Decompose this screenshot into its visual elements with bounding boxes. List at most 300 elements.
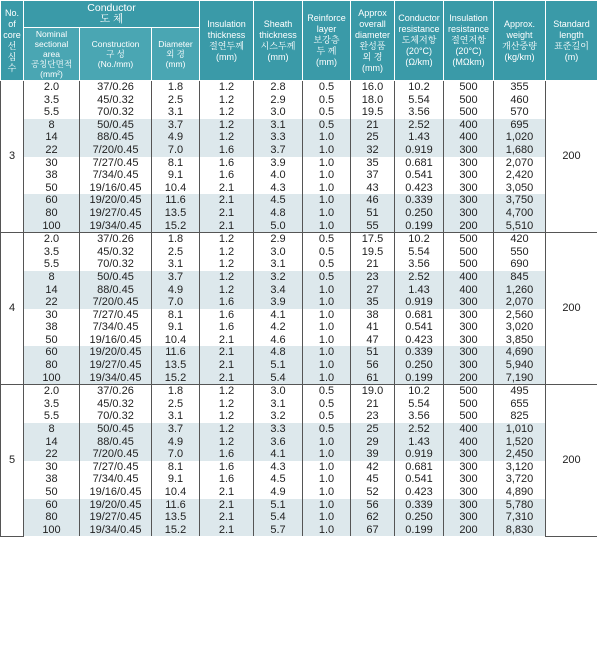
cell-insulation-resistance: 300 bbox=[444, 346, 494, 359]
cell-conductor-resistance: 10.2 bbox=[395, 385, 444, 398]
cell-sheath: 4.8 bbox=[254, 207, 303, 220]
cell-construction: 70/0.32 bbox=[80, 258, 152, 271]
table-row bbox=[1, 94, 597, 107]
cell-insulation: 1.2 bbox=[200, 131, 254, 144]
cell-nominal-area: 8 bbox=[24, 119, 80, 132]
cell-conductor-resistance: 5.54 bbox=[395, 94, 444, 107]
cell-overall-diameter: 62 bbox=[351, 511, 395, 524]
cell-overall-diameter: 67 bbox=[351, 524, 395, 537]
header-diameter bbox=[152, 28, 200, 81]
cell-sheath: 3.1 bbox=[254, 258, 303, 271]
cell-conductor-resistance: 3.56 bbox=[395, 106, 444, 119]
cell-nominal-area: 5.5 bbox=[24, 410, 80, 423]
standard-length-cell: 200 bbox=[546, 385, 597, 537]
cell-weight: 460 bbox=[494, 94, 546, 107]
cell-weight: 655 bbox=[494, 398, 546, 411]
cell-overall-diameter: 56 bbox=[351, 359, 395, 372]
cell-insulation-resistance: 500 bbox=[444, 410, 494, 423]
cell-construction: 70/0.32 bbox=[80, 106, 152, 119]
cell-weight: 1,010 bbox=[494, 423, 546, 436]
core-count-cell: 3 bbox=[1, 81, 24, 233]
cell-weight: 2,420 bbox=[494, 169, 546, 182]
cell-diameter: 4.9 bbox=[152, 131, 200, 144]
cell-conductor-resistance: 0.339 bbox=[395, 194, 444, 207]
cell-weight: 3,850 bbox=[494, 334, 546, 347]
cell-nominal-area: 5.5 bbox=[24, 106, 80, 119]
cell-sheath: 3.9 bbox=[254, 296, 303, 309]
cell-nominal-area: 80 bbox=[24, 359, 80, 372]
cell-sheath: 4.1 bbox=[254, 448, 303, 461]
cell-weight: 570 bbox=[494, 106, 546, 119]
cell-insulation-resistance: 200 bbox=[444, 372, 494, 385]
cell-overall-diameter: 21 bbox=[351, 398, 395, 411]
cell-insulation-resistance: 300 bbox=[444, 194, 494, 207]
cell-construction: 50/0.45 bbox=[80, 423, 152, 436]
cell-weight: 550 bbox=[494, 246, 546, 259]
table-row bbox=[1, 448, 597, 461]
cell-construction: 45/0.32 bbox=[80, 398, 152, 411]
cell-insulation: 2.1 bbox=[200, 220, 254, 233]
cell-weight: 3,120 bbox=[494, 461, 546, 474]
header-approx-weight bbox=[494, 1, 546, 81]
cell-insulation-resistance: 300 bbox=[444, 334, 494, 347]
standard-length-cell: 200 bbox=[546, 233, 597, 385]
cell-overall-diameter: 18.0 bbox=[351, 94, 395, 107]
cell-diameter: 2.5 bbox=[152, 246, 200, 259]
header-line: Insulation bbox=[207, 18, 246, 29]
cell-construction: 50/0.45 bbox=[80, 119, 152, 132]
cell-conductor-resistance: 0.250 bbox=[395, 207, 444, 220]
cell-nominal-area: 3.5 bbox=[24, 94, 80, 107]
cell-diameter: 15.2 bbox=[152, 524, 200, 537]
cell-conductor-resistance: 1.43 bbox=[395, 131, 444, 144]
cell-nominal-area: 100 bbox=[24, 372, 80, 385]
cell-insulation-resistance: 400 bbox=[444, 423, 494, 436]
cell-diameter: 11.6 bbox=[152, 499, 200, 512]
header-line: (No./mm) bbox=[97, 59, 134, 69]
cell-insulation-resistance: 300 bbox=[444, 448, 494, 461]
cell-sheath: 5.7 bbox=[254, 524, 303, 537]
cell-overall-diameter: 19.0 bbox=[351, 385, 395, 398]
table-row bbox=[1, 220, 597, 233]
core-count-cell: 5 bbox=[1, 385, 24, 537]
cell-diameter: 2.5 bbox=[152, 94, 200, 107]
cell-sheath: 3.3 bbox=[254, 423, 303, 436]
cell-diameter: 7.0 bbox=[152, 448, 200, 461]
cell-reinforce: 1.0 bbox=[303, 131, 351, 144]
header-line: (20°C) bbox=[405, 46, 433, 56]
header-line: Diameter bbox=[158, 39, 193, 49]
cell-weight: 2,070 bbox=[494, 296, 546, 309]
cell-reinforce: 1.0 bbox=[303, 473, 351, 486]
header-line: 절연저항 bbox=[451, 35, 486, 45]
cell-diameter: 8.1 bbox=[152, 461, 200, 474]
cell-nominal-area: 50 bbox=[24, 182, 80, 195]
cell-construction: 7/27/0.45 bbox=[80, 157, 152, 170]
table-row bbox=[1, 321, 597, 334]
cell-diameter: 9.1 bbox=[152, 473, 200, 486]
cell-overall-diameter: 23 bbox=[351, 410, 395, 423]
table-row bbox=[1, 372, 597, 385]
cell-nominal-area: 100 bbox=[24, 220, 80, 233]
cell-nominal-area: 3.5 bbox=[24, 398, 80, 411]
cell-overall-diameter: 19.5 bbox=[351, 246, 395, 259]
header-insulation-resistance bbox=[444, 1, 494, 81]
cell-insulation: 2.1 bbox=[200, 359, 254, 372]
table-row bbox=[1, 309, 597, 322]
cell-insulation: 2.1 bbox=[200, 334, 254, 347]
cell-insulation-resistance: 500 bbox=[444, 94, 494, 107]
cell-reinforce: 0.5 bbox=[303, 423, 351, 436]
cell-sheath: 3.0 bbox=[254, 106, 303, 119]
cell-nominal-area: 5.5 bbox=[24, 258, 80, 271]
cell-conductor-resistance: 0.199 bbox=[395, 372, 444, 385]
cell-weight: 1,260 bbox=[494, 284, 546, 297]
cell-construction: 37/0.26 bbox=[80, 385, 152, 398]
table-row bbox=[1, 398, 597, 411]
cell-insulation: 1.2 bbox=[200, 94, 254, 107]
cell-insulation: 1.2 bbox=[200, 246, 254, 259]
cell-insulation: 1.2 bbox=[200, 284, 254, 297]
cell-reinforce: 1.0 bbox=[303, 372, 351, 385]
cell-conductor-resistance: 0.339 bbox=[395, 499, 444, 512]
cell-insulation: 1.6 bbox=[200, 296, 254, 309]
cell-overall-diameter: 19.5 bbox=[351, 106, 395, 119]
cell-weight: 4,890 bbox=[494, 486, 546, 499]
cell-conductor-resistance: 10.2 bbox=[395, 81, 444, 94]
cell-construction: 37/0.26 bbox=[80, 233, 152, 246]
cell-diameter: 9.1 bbox=[152, 169, 200, 182]
cell-reinforce: 0.5 bbox=[303, 385, 351, 398]
cell-conductor-resistance: 0.681 bbox=[395, 309, 444, 322]
cell-insulation-resistance: 300 bbox=[444, 486, 494, 499]
cell-weight: 690 bbox=[494, 258, 546, 271]
cell-overall-diameter: 52 bbox=[351, 486, 395, 499]
cell-insulation: 2.1 bbox=[200, 486, 254, 499]
cell-diameter: 7.0 bbox=[152, 144, 200, 157]
cell-sheath: 3.0 bbox=[254, 385, 303, 398]
header-line: 선 bbox=[7, 40, 17, 51]
cell-reinforce: 0.5 bbox=[303, 106, 351, 119]
header-line: overall bbox=[359, 18, 386, 29]
cell-weight: 3,050 bbox=[494, 182, 546, 195]
cell-diameter: 10.4 bbox=[152, 182, 200, 195]
cell-overall-diameter: 17.5 bbox=[351, 233, 395, 246]
cell-nominal-area: 38 bbox=[24, 473, 80, 486]
cell-overall-diameter: 47 bbox=[351, 334, 395, 347]
cell-insulation: 1.6 bbox=[200, 144, 254, 157]
cell-conductor-resistance: 0.423 bbox=[395, 182, 444, 195]
cell-insulation-resistance: 500 bbox=[444, 258, 494, 271]
header-line: weight bbox=[506, 29, 533, 40]
cell-construction: 45/0.32 bbox=[80, 246, 152, 259]
cell-diameter: 7.0 bbox=[152, 296, 200, 309]
header-line: 보강층 bbox=[313, 35, 340, 45]
header-line: 시스두께 bbox=[260, 40, 296, 51]
table-row bbox=[1, 258, 597, 271]
cell-nominal-area: 100 bbox=[24, 524, 80, 537]
table-row bbox=[1, 499, 597, 512]
cell-diameter: 3.7 bbox=[152, 271, 200, 284]
cell-insulation: 1.2 bbox=[200, 233, 254, 246]
table-row bbox=[1, 271, 597, 284]
header-construction bbox=[80, 28, 152, 81]
cell-insulation: 2.1 bbox=[200, 372, 254, 385]
table-row bbox=[1, 486, 597, 499]
cell-construction: 37/0.26 bbox=[80, 81, 152, 94]
cell-diameter: 13.5 bbox=[152, 511, 200, 524]
cell-conductor-resistance: 0.681 bbox=[395, 157, 444, 170]
cell-insulation-resistance: 300 bbox=[444, 359, 494, 372]
cell-sheath: 3.1 bbox=[254, 398, 303, 411]
cell-conductor-resistance: 0.541 bbox=[395, 169, 444, 182]
cell-sheath: 3.4 bbox=[254, 284, 303, 297]
cell-conductor-resistance: 0.919 bbox=[395, 296, 444, 309]
cell-construction: 70/0.32 bbox=[80, 410, 152, 423]
cell-sheath: 4.5 bbox=[254, 473, 303, 486]
cell-construction: 7/20/0.45 bbox=[80, 448, 152, 461]
cell-construction: 19/16/0.45 bbox=[80, 182, 152, 195]
cell-nominal-area: 3.5 bbox=[24, 246, 80, 259]
cell-sheath: 4.3 bbox=[254, 182, 303, 195]
header-line: area bbox=[42, 49, 60, 59]
table-row bbox=[1, 385, 597, 398]
header-line: core bbox=[3, 29, 21, 40]
cell-conductor-resistance: 0.919 bbox=[395, 144, 444, 157]
header-line: (mm) bbox=[362, 62, 383, 73]
header-line: Construction bbox=[91, 39, 140, 49]
cell-conductor-resistance: 5.54 bbox=[395, 398, 444, 411]
cell-weight: 7,310 bbox=[494, 511, 546, 524]
cell-construction: 19/34/0.45 bbox=[80, 220, 152, 233]
cell-reinforce: 1.0 bbox=[303, 284, 351, 297]
cell-nominal-area: 30 bbox=[24, 157, 80, 170]
table-row bbox=[1, 296, 597, 309]
cell-nominal-area: 80 bbox=[24, 207, 80, 220]
cell-construction: 19/27/0.45 bbox=[80, 359, 152, 372]
cell-construction: 19/20/0.45 bbox=[80, 499, 152, 512]
header-reinforce-layer bbox=[303, 1, 351, 81]
header-line: 절연두께 bbox=[209, 40, 244, 51]
header-line: 도 체 bbox=[99, 13, 124, 25]
cell-conductor-resistance: 1.43 bbox=[395, 284, 444, 297]
cell-reinforce: 0.5 bbox=[303, 410, 351, 423]
table-row bbox=[1, 169, 597, 182]
header-line: Conductor bbox=[87, 2, 136, 14]
cell-conductor-resistance: 0.199 bbox=[395, 524, 444, 537]
cell-reinforce: 0.5 bbox=[303, 233, 351, 246]
cell-insulation-resistance: 300 bbox=[444, 321, 494, 334]
cell-reinforce: 1.0 bbox=[303, 499, 351, 512]
header-line: length bbox=[559, 29, 584, 40]
cell-overall-diameter: 21 bbox=[351, 119, 395, 132]
cell-overall-diameter: 56 bbox=[351, 499, 395, 512]
header-no-of-core bbox=[1, 1, 24, 81]
cell-insulation-resistance: 500 bbox=[444, 81, 494, 94]
cell-overall-diameter: 32 bbox=[351, 144, 395, 157]
header-line: 두 께 bbox=[316, 46, 337, 56]
cell-weight: 1,520 bbox=[494, 436, 546, 449]
table-row bbox=[1, 359, 597, 372]
header-line: (MΩkm) bbox=[452, 57, 485, 67]
cell-overall-diameter: 35 bbox=[351, 157, 395, 170]
cell-weight: 3,750 bbox=[494, 194, 546, 207]
table-row bbox=[1, 524, 597, 537]
cell-reinforce: 0.5 bbox=[303, 94, 351, 107]
cell-overall-diameter: 42 bbox=[351, 461, 395, 474]
cell-reinforce: 1.0 bbox=[303, 194, 351, 207]
table-row bbox=[1, 194, 597, 207]
cell-insulation-resistance: 300 bbox=[444, 182, 494, 195]
cell-weight: 5,510 bbox=[494, 220, 546, 233]
cell-conductor-resistance: 5.54 bbox=[395, 246, 444, 259]
cell-insulation: 2.1 bbox=[200, 511, 254, 524]
cell-weight: 1,020 bbox=[494, 131, 546, 144]
cell-insulation-resistance: 400 bbox=[444, 119, 494, 132]
cell-sheath: 5.0 bbox=[254, 220, 303, 233]
table-row bbox=[1, 473, 597, 486]
cell-construction: 88/0.45 bbox=[80, 131, 152, 144]
cell-nominal-area: 14 bbox=[24, 436, 80, 449]
cell-nominal-area: 8 bbox=[24, 423, 80, 436]
table-row bbox=[1, 106, 597, 119]
table-row bbox=[1, 461, 597, 474]
table-row bbox=[1, 246, 597, 259]
table-row bbox=[1, 346, 597, 359]
cell-nominal-area: 2.0 bbox=[24, 233, 80, 246]
cell-insulation: 2.1 bbox=[200, 346, 254, 359]
header-line: (20°C) bbox=[455, 46, 482, 56]
cell-insulation-resistance: 500 bbox=[444, 106, 494, 119]
cell-nominal-area: 30 bbox=[24, 461, 80, 474]
table-row bbox=[1, 131, 597, 144]
cell-weight: 495 bbox=[494, 385, 546, 398]
cell-insulation: 2.1 bbox=[200, 182, 254, 195]
cell-diameter: 3.1 bbox=[152, 106, 200, 119]
cell-insulation: 2.1 bbox=[200, 207, 254, 220]
table-row bbox=[1, 284, 597, 297]
cell-insulation: 1.2 bbox=[200, 423, 254, 436]
table-row bbox=[1, 436, 597, 449]
header-line: (mm) bbox=[216, 51, 237, 62]
cell-sheath: 4.1 bbox=[254, 309, 303, 322]
cell-reinforce: 0.5 bbox=[303, 271, 351, 284]
cell-diameter: 10.4 bbox=[152, 334, 200, 347]
header-line: No. bbox=[4, 7, 19, 18]
cell-overall-diameter: 23 bbox=[351, 271, 395, 284]
cell-diameter: 13.5 bbox=[152, 359, 200, 372]
table-row bbox=[1, 157, 597, 170]
cell-sheath: 3.6 bbox=[254, 436, 303, 449]
cell-sheath: 4.5 bbox=[254, 194, 303, 207]
core-count-cell: 4 bbox=[1, 233, 24, 385]
cell-insulation: 1.2 bbox=[200, 436, 254, 449]
cell-reinforce: 1.0 bbox=[303, 309, 351, 322]
cell-conductor-resistance: 10.2 bbox=[395, 233, 444, 246]
cell-reinforce: 1.0 bbox=[303, 207, 351, 220]
cell-overall-diameter: 45 bbox=[351, 473, 395, 486]
cell-sheath: 5.4 bbox=[254, 511, 303, 524]
cell-insulation: 2.1 bbox=[200, 499, 254, 512]
cell-conductor-resistance: 0.541 bbox=[395, 473, 444, 486]
cell-construction: 19/34/0.45 bbox=[80, 524, 152, 537]
header-line: Nominal bbox=[35, 29, 68, 39]
cell-construction: 7/34/0.45 bbox=[80, 473, 152, 486]
cell-insulation-resistance: 300 bbox=[444, 499, 494, 512]
cell-weight: 5,780 bbox=[494, 499, 546, 512]
cell-nominal-area: 60 bbox=[24, 194, 80, 207]
cell-construction: 7/27/0.45 bbox=[80, 461, 152, 474]
cell-reinforce: 1.0 bbox=[303, 157, 351, 170]
cell-insulation-resistance: 300 bbox=[444, 144, 494, 157]
cell-insulation-resistance: 400 bbox=[444, 284, 494, 297]
cell-nominal-area: 60 bbox=[24, 499, 80, 512]
header-conductor bbox=[24, 1, 200, 28]
cell-weight: 845 bbox=[494, 271, 546, 284]
header-line: (mm²) bbox=[40, 69, 63, 79]
cell-overall-diameter: 16.0 bbox=[351, 81, 395, 94]
cell-overall-diameter: 29 bbox=[351, 436, 395, 449]
cell-diameter: 8.1 bbox=[152, 309, 200, 322]
header-line: 도체저항 bbox=[401, 35, 437, 45]
cell-insulation-resistance: 200 bbox=[444, 220, 494, 233]
cell-construction: 88/0.45 bbox=[80, 284, 152, 297]
cell-overall-diameter: 39 bbox=[351, 448, 395, 461]
header-line: (Ω/km) bbox=[405, 57, 433, 67]
cell-conductor-resistance: 2.52 bbox=[395, 423, 444, 436]
cell-conductor-resistance: 0.541 bbox=[395, 321, 444, 334]
cell-insulation-resistance: 300 bbox=[444, 157, 494, 170]
cell-overall-diameter: 21 bbox=[351, 258, 395, 271]
cell-reinforce: 1.0 bbox=[303, 220, 351, 233]
cell-nominal-area: 50 bbox=[24, 486, 80, 499]
table-row bbox=[1, 233, 597, 246]
cell-diameter: 1.8 bbox=[152, 233, 200, 246]
cell-sheath: 4.6 bbox=[254, 334, 303, 347]
cell-insulation-resistance: 300 bbox=[444, 169, 494, 182]
cell-reinforce: 1.0 bbox=[303, 182, 351, 195]
cell-reinforce: 0.5 bbox=[303, 398, 351, 411]
cell-weight: 2,560 bbox=[494, 309, 546, 322]
cell-conductor-resistance: 0.199 bbox=[395, 220, 444, 233]
cell-reinforce: 0.5 bbox=[303, 258, 351, 271]
header-line: 외 경 bbox=[362, 51, 383, 62]
cell-nominal-area: 14 bbox=[24, 284, 80, 297]
header-sheath-thickness bbox=[254, 1, 303, 81]
cell-diameter: 8.1 bbox=[152, 157, 200, 170]
cell-reinforce: 1.0 bbox=[303, 359, 351, 372]
cell-insulation: 2.1 bbox=[200, 524, 254, 537]
header-line: sectional bbox=[34, 39, 69, 49]
cell-weight: 3,720 bbox=[494, 473, 546, 486]
cell-diameter: 3.1 bbox=[152, 410, 200, 423]
header-line: 심 bbox=[7, 51, 17, 62]
cell-weight: 4,690 bbox=[494, 346, 546, 359]
cell-nominal-area: 14 bbox=[24, 131, 80, 144]
cell-diameter: 15.2 bbox=[152, 220, 200, 233]
cell-diameter: 15.2 bbox=[152, 372, 200, 385]
cell-nominal-area: 22 bbox=[24, 296, 80, 309]
cell-insulation: 1.2 bbox=[200, 119, 254, 132]
standard-length-cell: 200 bbox=[546, 81, 597, 233]
cell-overall-diameter: 41 bbox=[351, 321, 395, 334]
cell-nominal-area: 38 bbox=[24, 169, 80, 182]
header-line: layer bbox=[316, 24, 337, 34]
cell-sheath: 3.0 bbox=[254, 246, 303, 259]
cell-overall-diameter: 51 bbox=[351, 207, 395, 220]
cell-construction: 7/20/0.45 bbox=[80, 144, 152, 157]
cell-diameter: 10.4 bbox=[152, 486, 200, 499]
